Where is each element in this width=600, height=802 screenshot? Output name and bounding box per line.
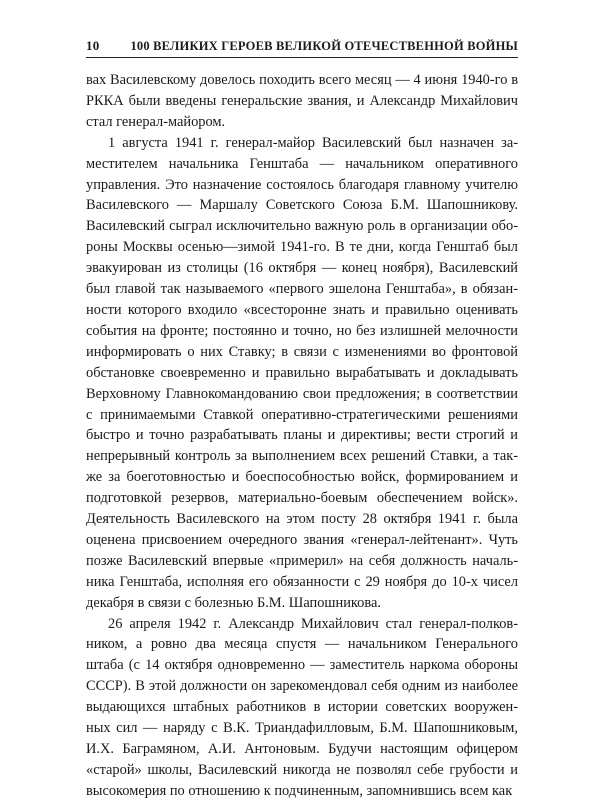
text-line: 1 августа 1941 г. генерал-майор Василевский был назначен за- [108,134,518,151]
text-line: же за боеготовностью и боеспособностью войск, формированием и [86,469,518,486]
text-line: декабря в связи с болезнью Б.М. Шапошникова. [86,594,381,611]
text-line: информировать о них Ставку; в связи с изменениями во фронтовой [86,343,518,360]
text-line: ных сил — наряду с В.К. Триандафилловым, Б.М. Шапошниковым, [86,720,518,737]
text-line: ности которого входило «всесторонне знать и правильно оценивать [86,301,518,318]
text-line: высокомерия по отношению к подчиненным, запомнившись всем как [86,782,513,799]
text-line: «старой» школы, Василевский никогда не позволял себе грубости и [86,761,518,778]
text-line: местителем начальника Генштаба — начальником оперативного [86,155,518,172]
running-head-title: 100 ВЕЛИКИХ ГЕРОЕВ ВЕЛИКОЙ ОТЕЧЕСТВЕННОЙ ВОЙНЫ [130,39,518,53]
text-line: оценена присвоением очередного звания «генерал-лейтенант». Чуть [86,531,518,548]
text-line: эвакуирован из столицы (16 октября — конец ноября), Василевский [86,260,518,277]
text-line: Василевский сыграл исключительно важную роль в организации обо- [86,218,518,235]
text-line: Верховному Главнокомандованию свои предложения; в соответствии [86,385,518,402]
text-line: непрерывный контроль за выполнением всех решений Ставки, а так- [86,448,518,465]
page-number: 10 [86,38,100,53]
text-line: управления. Это назначение состоялось благодаря главному учителю [86,176,518,193]
text-line: И.Х. Баграмяном, А.И. Антоновым. Будучи настоящим офицером [86,741,518,757]
text-line: СССР). В этой должности он зарекомендовал себя одним из наиболее [86,678,518,695]
text-line: 26 апреля 1942 г. Александр Михайлович стал генерал-полков- [108,615,518,632]
text-line: выдающихся штабных работников в истории советских вооружен- [86,699,518,716]
paragraph [86,133,518,614]
text-line: ником, а ровно два месяца спустя — начальником Генерального [86,636,518,653]
text-line: вах Василевскому довелось походить всего месяц — 4 июня 1940-го в [86,72,518,88]
text-line: штаба (с 14 октября одновременно — заместитель наркома обороны [86,657,518,674]
text-line: подготовкой резервов, материально-боевым обеспечением войск». [86,490,518,507]
text-line: Деятельность Василевского на этом посту 28 октября 1941 г. была [86,511,518,528]
text-line: роны Москвы осенью—зимой 1941-го. В те дни, когда Генштаб был [86,239,518,256]
text-line: ника Генштаба, исполняя его обязанности с 29 ноября до 10-х чисел [86,573,518,590]
paragraph [86,70,518,133]
text-line: обстановке своевременно и правильно вырабатывать и докладывать [86,364,518,381]
running-head [86,34,518,58]
text-line: события на фронте; постоянно и точно, но без излишней мелочности [86,322,518,339]
text-line: стал генерал-майором. [86,113,226,130]
paragraph [86,614,518,802]
text-line: позже Василевский впервые «примерил» на себя должность началь- [86,552,518,569]
body-text [86,70,518,802]
text-line: с принимаемыми Ставкой оперативно-стратегическими решениями [86,406,518,423]
text-line: РККА были введены генеральские звания, и Александр Михайлович [86,92,518,109]
text-line: быстро и точно разрабатывать планы и директивы; вести строгий и [86,427,518,444]
text-line: был главой так называемого «первого эшелона Генштаба», в обязан- [86,281,518,298]
text-line: Василевского — Маршалу Советского Союза Б.М. Шапошникову. [86,197,518,214]
